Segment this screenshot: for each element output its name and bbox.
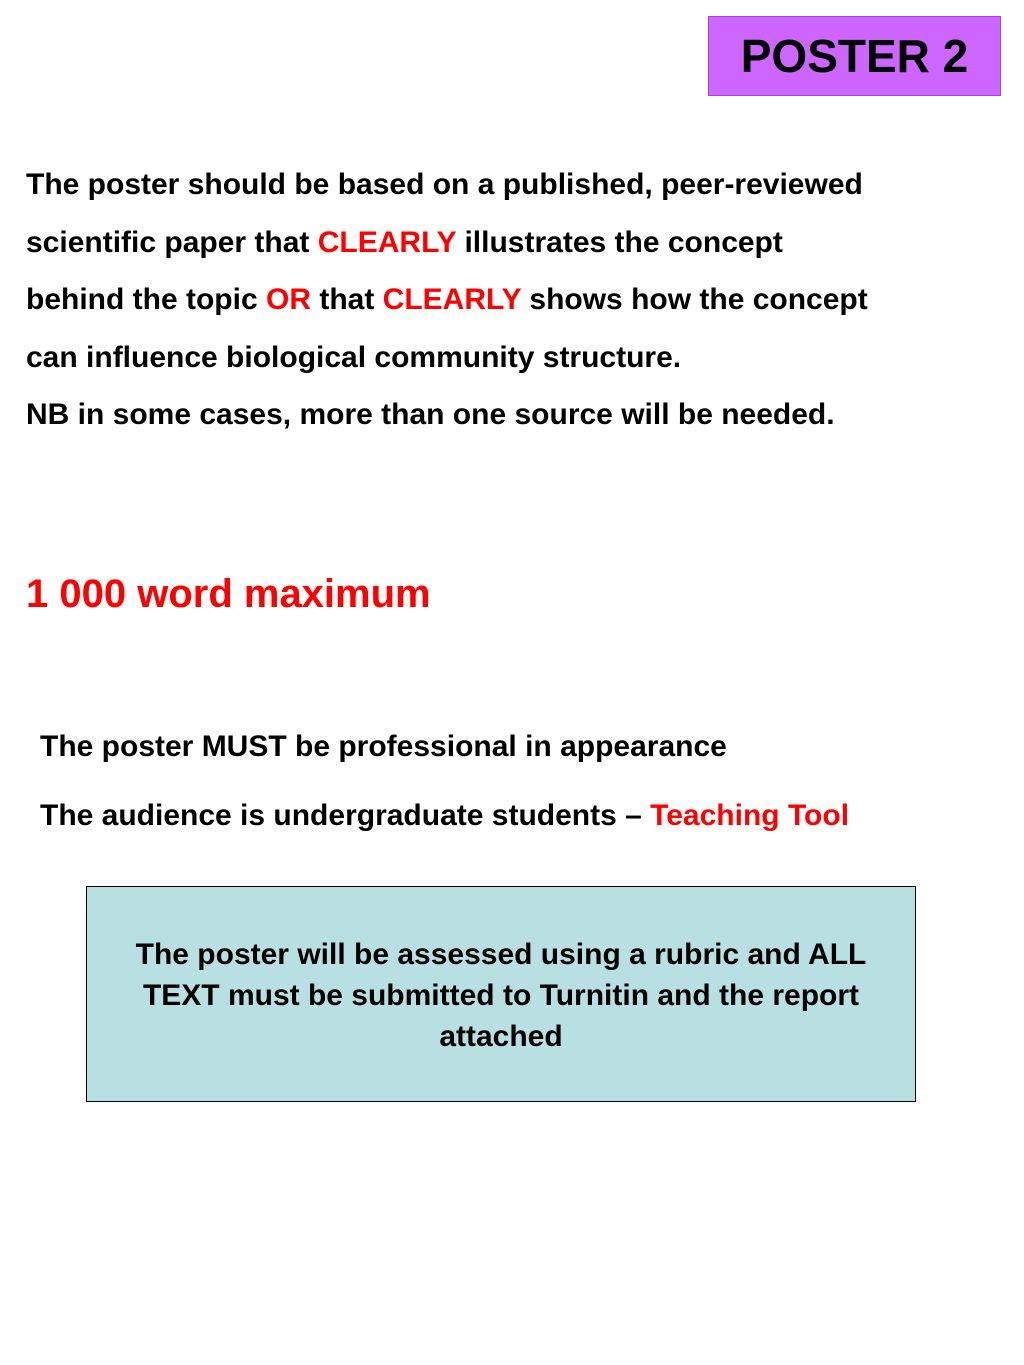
audience-requirement bbox=[40, 796, 849, 836]
intro-line-3-start: behind the topic bbox=[26, 283, 266, 316]
intro-line-2-start: scientific paper that bbox=[26, 225, 318, 259]
assessment-notice-box bbox=[86, 886, 916, 1102]
intro-line-3-end: shows how the concept bbox=[521, 283, 868, 316]
professional-requirement-text: The poster MUST be professional in appearance bbox=[40, 730, 727, 763]
intro-line-1: The poster should be based on a published, peer-reviewed bbox=[26, 168, 863, 201]
intro-paragraph bbox=[26, 156, 1001, 444]
poster-number-badge bbox=[708, 16, 1001, 96]
word-limit-heading: 1 000 word maximum bbox=[26, 572, 431, 616]
clearly-emphasis-2: CLEARLY bbox=[382, 283, 522, 316]
teaching-tool-emphasis: Teaching Tool bbox=[650, 799, 850, 832]
nb-note: NB in some cases, more than one source will be needed. bbox=[26, 398, 835, 431]
or-emphasis: OR bbox=[266, 283, 311, 316]
intro-line-4: can influence biological community structure. bbox=[26, 340, 682, 374]
intro-line-3-middle: that bbox=[311, 283, 383, 316]
intro-line-2-end: illustrates the concept bbox=[456, 225, 783, 259]
professional-requirement bbox=[40, 727, 727, 767]
assessment-notice-text: The poster will be assessed using a rubric and ALL TEXT must be submitted to Turnitin and the report attached bbox=[135, 938, 867, 1053]
poster-number-label: POSTER 2 bbox=[740, 30, 969, 82]
clearly-emphasis-1: CLEARLY bbox=[317, 225, 457, 259]
audience-requirement-text: The audience is undergraduate students – bbox=[40, 799, 651, 832]
